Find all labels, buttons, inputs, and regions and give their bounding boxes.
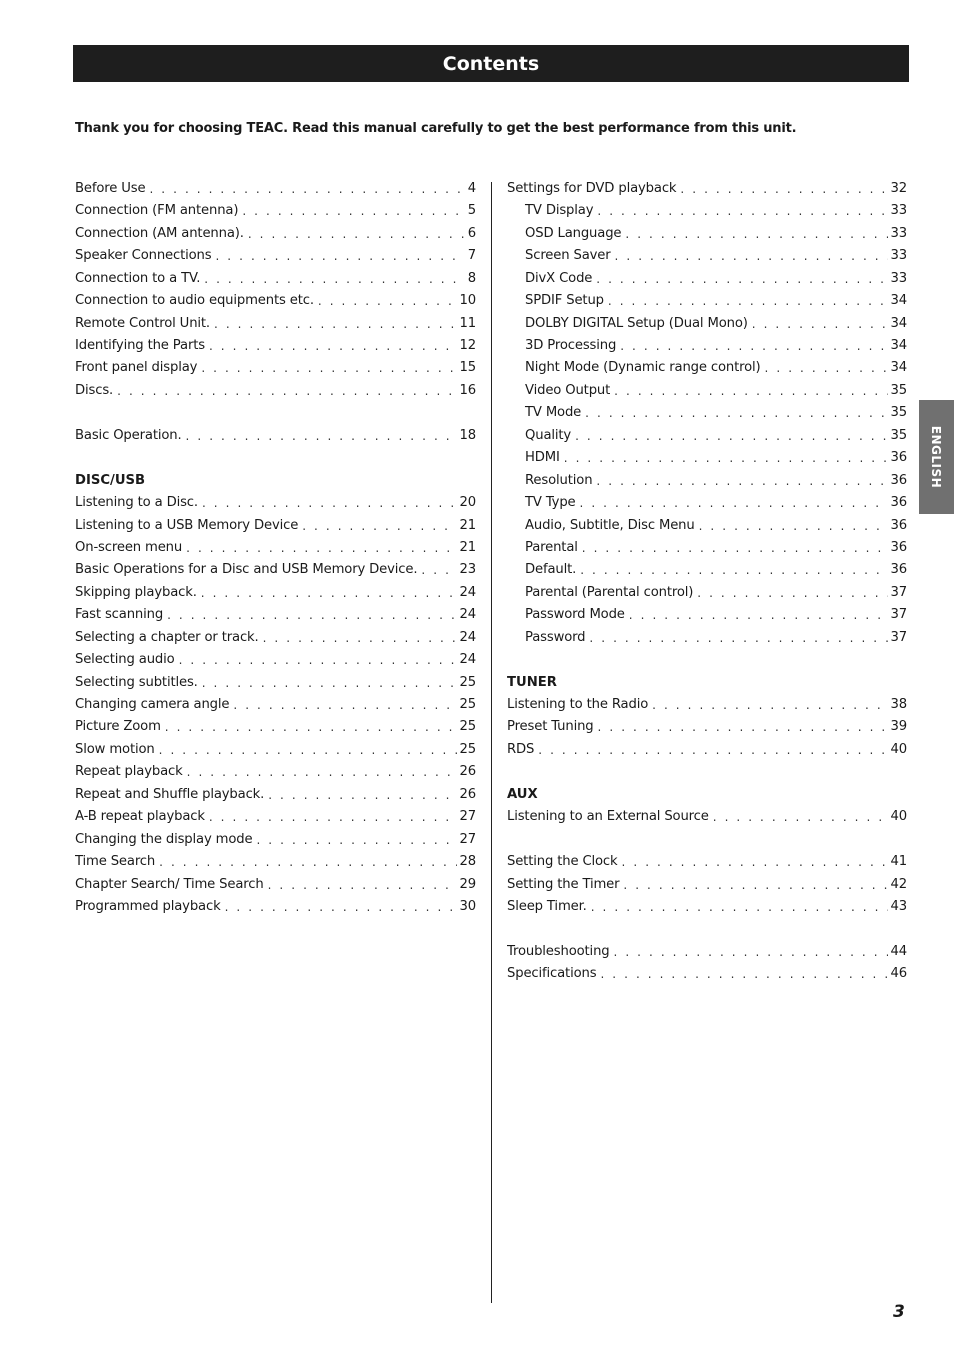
toc-entry-page: 10	[459, 293, 476, 309]
dot-leader	[117, 380, 456, 402]
toc-entry	[75, 380, 476, 402]
dot-leader	[699, 515, 888, 537]
toc-entry-page: 23	[459, 562, 476, 578]
dot-leader	[268, 874, 457, 896]
toc-entry-label: Repeat playback	[75, 764, 183, 780]
toc-entry	[507, 245, 907, 267]
dot-leader	[615, 245, 888, 267]
dot-leader	[596, 268, 887, 290]
toc-entry	[75, 896, 476, 918]
contents-title-bar	[73, 45, 909, 82]
toc-entry-label: Skipping playback.	[75, 584, 197, 600]
toc-entry	[75, 335, 476, 357]
dot-leader	[302, 515, 456, 537]
toc-entry-page: 27	[459, 831, 476, 847]
toc-entry-label: Selecting audio	[75, 652, 175, 668]
toc-entry-page: 7	[467, 248, 476, 264]
dot-leader	[614, 380, 887, 402]
dot-leader	[209, 335, 457, 357]
dot-leader	[215, 245, 464, 267]
toc-entry	[75, 559, 476, 581]
dot-leader	[620, 335, 887, 357]
dot-leader	[564, 447, 888, 469]
toc-entry	[75, 290, 476, 312]
toc-entry-label: Repeat and Shuffle playback.	[75, 786, 265, 802]
toc-entry	[507, 178, 907, 200]
toc-entry	[507, 559, 907, 581]
toc-entry	[507, 492, 907, 514]
dot-leader	[591, 896, 888, 918]
toc-entry-label: Time Search	[75, 854, 156, 870]
toc-entry-label: Parental (Parental control)	[525, 584, 694, 600]
dot-leader	[589, 627, 887, 649]
toc-entry	[507, 268, 907, 290]
toc-entry-page: 25	[459, 719, 476, 735]
toc-entry	[75, 515, 476, 537]
dot-leader	[233, 694, 456, 716]
toc-entry-page: 12	[459, 338, 476, 354]
toc-entry-label: Changing the display mode	[75, 831, 253, 847]
toc-entry-label: Identifying the Parts	[75, 338, 205, 354]
toc-entry-page: 40	[890, 809, 907, 825]
dot-leader	[149, 178, 464, 200]
dot-leader	[538, 739, 887, 761]
dot-leader	[201, 582, 457, 604]
toc-entry-page: 34	[890, 293, 907, 309]
toc-entry	[507, 739, 907, 761]
toc-entry-label: Night Mode (Dynamic range control)	[525, 360, 761, 376]
dot-leader	[186, 425, 457, 447]
toc-entry-page: 30	[459, 898, 476, 914]
spacer	[507, 918, 907, 940]
toc-entry-page: 35	[890, 427, 907, 443]
toc-entry-label: Password	[525, 629, 586, 645]
toc-entry-page: 36	[890, 450, 907, 466]
dot-leader	[580, 492, 888, 514]
toc-entry	[75, 200, 476, 222]
toc-entry	[75, 313, 476, 335]
toc-entry-page: 24	[459, 607, 476, 623]
toc-entry	[507, 896, 907, 918]
toc-entry-page: 33	[890, 225, 907, 241]
toc-entry-label: Connection (FM antenna)	[75, 203, 239, 219]
toc-entry-label: DOLBY DIGITAL Setup (Dual Mono)	[525, 315, 748, 331]
toc-entry	[507, 694, 907, 716]
toc-entry-page: 27	[459, 809, 476, 825]
dot-leader	[575, 425, 887, 447]
toc-entry-page: 21	[459, 539, 476, 555]
toc-entry-label: Password Mode	[525, 607, 625, 623]
toc-entry-page: 41	[890, 854, 907, 870]
toc-entry	[75, 672, 476, 694]
toc-entry-label: Before Use	[75, 180, 146, 196]
dot-leader	[214, 313, 457, 335]
toc-entry-label: Resolution	[525, 472, 593, 488]
toc-entry	[507, 515, 907, 537]
dot-leader	[713, 806, 888, 828]
dot-leader	[680, 178, 887, 200]
toc-entry	[75, 627, 476, 649]
toc-entry	[507, 874, 907, 896]
toc-entry-label: Settings for DVD playback	[507, 180, 677, 196]
spacer	[507, 649, 907, 671]
toc-entry	[507, 941, 907, 963]
toc-entry-page: 26	[459, 786, 476, 802]
toc-entry-label: Connection to audio equipments etc.	[75, 293, 314, 309]
toc-entry	[507, 851, 907, 873]
toc-entry-label: Fast scanning	[75, 607, 164, 623]
toc-entry-label: Default.	[525, 562, 577, 578]
toc-entry	[507, 223, 907, 245]
toc-entry-label: Parental	[525, 539, 578, 555]
toc-entry-page: 15	[459, 360, 476, 376]
language-tab	[919, 400, 954, 514]
toc-entry-page: 4	[467, 180, 476, 196]
dot-leader	[623, 874, 887, 896]
toc-entry	[507, 604, 907, 626]
toc-entry-label: HDMI	[525, 450, 560, 466]
toc-entry-page: 24	[459, 629, 476, 645]
toc-entry-label: TV Display	[525, 203, 594, 219]
dot-leader	[225, 896, 457, 918]
toc-entry-page: 24	[459, 652, 476, 668]
toc-entry	[75, 604, 476, 626]
toc-entry	[75, 649, 476, 671]
toc-entry	[507, 313, 907, 335]
toc-entry-label: Selecting subtitles.	[75, 674, 198, 690]
toc-entry	[75, 358, 476, 380]
spacer	[75, 447, 476, 469]
dot-leader	[596, 470, 887, 492]
toc-entry-page: 43	[890, 898, 907, 914]
dot-leader	[167, 604, 456, 626]
dot-leader	[202, 492, 457, 514]
toc-entry-page: 37	[890, 629, 907, 645]
toc-entry	[507, 717, 907, 739]
toc-entry-page: 5	[467, 203, 476, 219]
toc-entry-page: 33	[890, 270, 907, 286]
toc-entry	[75, 268, 476, 290]
toc-entry-label: Programmed playback	[75, 898, 221, 914]
dot-leader	[318, 290, 457, 312]
dot-leader	[614, 941, 888, 963]
toc-entry	[75, 717, 476, 739]
toc-entry-page: 36	[890, 495, 907, 511]
dot-leader	[209, 806, 457, 828]
toc-entry-page: 34	[890, 338, 907, 354]
toc-entry-label: Connection (AM antenna).	[75, 225, 244, 241]
toc-entry-page: 33	[890, 248, 907, 264]
dot-leader	[159, 739, 457, 761]
toc-entry-page: 32	[890, 180, 907, 196]
toc-entry-label: Screen Saver	[525, 248, 611, 264]
toc-entry-label: Listening to the Radio	[507, 697, 649, 713]
spacer	[507, 829, 907, 851]
toc-entry-page: 34	[890, 360, 907, 376]
toc-entry-label: Selecting a chapter or track.	[75, 629, 259, 645]
toc-entry-label: TV Type	[525, 495, 576, 511]
toc-entry	[507, 290, 907, 312]
toc-entry-page: 34	[890, 315, 907, 331]
dot-leader	[585, 402, 887, 424]
toc-entry-label: Troubleshooting	[507, 943, 610, 959]
toc-entry-label: Chapter Search/ Time Search	[75, 876, 264, 892]
section-heading: AUX	[507, 786, 538, 802]
toc-entry	[507, 582, 907, 604]
toc-entry-label: Quality	[525, 427, 572, 443]
dot-leader	[765, 358, 888, 380]
toc-entry-page: 38	[890, 697, 907, 713]
dot-leader	[625, 223, 887, 245]
toc-entry-label: Changing camera angle	[75, 697, 230, 713]
toc-entry-label: Sleep Timer.	[507, 898, 587, 914]
toc-entry	[507, 200, 907, 222]
toc-entry	[75, 223, 476, 245]
toc-entry-page: 25	[459, 674, 476, 690]
page-number: 3	[893, 1302, 905, 1322]
section-heading: TUNER	[507, 674, 557, 690]
dot-leader	[597, 200, 887, 222]
toc-entry-label: 3D Processing	[525, 338, 617, 354]
toc-entry-label: Setting the Timer	[507, 876, 620, 892]
toc-entry-page: 8	[467, 270, 476, 286]
toc-entry	[507, 358, 907, 380]
toc-entry-page: 35	[890, 382, 907, 398]
toc-entry	[75, 425, 476, 447]
toc-entry-page: 36	[890, 517, 907, 533]
toc-entry-label: On-screen menu	[75, 539, 183, 555]
toc-entry-page: 21	[459, 517, 476, 533]
toc-entry	[75, 874, 476, 896]
toc-entry	[507, 335, 907, 357]
toc-entry-page: 36	[890, 562, 907, 578]
toc-entry-label: Setting the Clock	[507, 854, 618, 870]
toc-entry	[75, 245, 476, 267]
dot-leader	[204, 268, 465, 290]
intro-text: Thank you for choosing TEAC. Read this manual carefully to get the best performance from this unit.	[75, 121, 797, 136]
toc-entry	[75, 178, 476, 200]
toc-entry-label: Speaker Connections	[75, 248, 212, 264]
dot-leader	[242, 200, 464, 222]
dot-leader	[629, 604, 888, 626]
toc-entry-page: 29	[459, 876, 476, 892]
toc-entry	[75, 739, 476, 761]
toc-entry-page: 42	[890, 876, 907, 892]
dot-leader	[600, 963, 887, 985]
toc-entry	[507, 537, 907, 559]
toc-entry-label: OSD Language	[525, 225, 622, 241]
toc-entry-label: Preset Tuning	[507, 719, 594, 735]
toc-entry	[507, 447, 907, 469]
toc-entry-label: TV Mode	[525, 405, 582, 421]
toc-entry	[75, 806, 476, 828]
dot-leader	[622, 851, 888, 873]
toc-entry-page: 33	[890, 203, 907, 219]
dot-leader	[256, 829, 456, 851]
toc-entry-page: 6	[467, 225, 476, 241]
toc-entry	[75, 829, 476, 851]
toc-entry	[507, 402, 907, 424]
column-divider	[491, 182, 492, 1303]
toc-entry-label: Listening to a Disc.	[75, 495, 198, 511]
toc-entry-page: 11	[459, 315, 476, 331]
dot-leader	[697, 582, 887, 604]
toc-entry-page: 16	[459, 382, 476, 398]
toc-entry-label: Video Output	[525, 382, 611, 398]
page-title: Contents	[442, 52, 540, 75]
dot-leader	[582, 537, 888, 559]
toc-entry-label: SPDIF Setup	[525, 293, 604, 309]
toc-entry-label: Basic Operations for a Disc and USB Memory Device.	[75, 562, 418, 578]
toc-entry-page: 36	[890, 472, 907, 488]
toc-entry	[507, 380, 907, 402]
toc-entry-page: 18	[459, 427, 476, 443]
toc-entry-label: Picture Zoom	[75, 719, 161, 735]
dot-leader	[248, 223, 465, 245]
dot-leader	[186, 537, 456, 559]
toc-entry	[507, 806, 907, 828]
toc-entry-page: 37	[890, 584, 907, 600]
dot-leader	[201, 358, 456, 380]
toc-entry-page: 37	[890, 607, 907, 623]
toc-entry-label: Discs.	[75, 382, 114, 398]
toc-entry-label: Front panel display	[75, 360, 198, 376]
dot-leader	[179, 649, 457, 671]
dot-leader	[598, 717, 888, 739]
toc-entry	[507, 470, 907, 492]
toc-entry	[75, 537, 476, 559]
toc-entry-label: Slow motion	[75, 741, 155, 757]
toc-entry-page: 35	[890, 405, 907, 421]
toc-entry-page: 24	[459, 584, 476, 600]
toc-right-column	[507, 178, 907, 986]
spacer	[507, 761, 907, 783]
dot-leader	[580, 559, 887, 581]
toc-entry-page: 40	[890, 741, 907, 757]
toc-entry-label: Listening to a USB Memory Device	[75, 517, 299, 533]
toc-left-column	[75, 178, 476, 918]
toc-entry	[507, 425, 907, 447]
toc-entry-label: Connection to a TV.	[75, 270, 201, 286]
spacer	[75, 402, 476, 424]
toc-entry-label: Audio, Subtitle, Disc Menu	[525, 517, 695, 533]
section-heading: DISC/USB	[75, 472, 146, 488]
dot-leader	[268, 784, 456, 806]
toc-entry-page: 46	[890, 966, 907, 982]
toc-entry	[75, 582, 476, 604]
toc-entry	[507, 963, 907, 985]
dot-leader	[652, 694, 887, 716]
dot-leader	[608, 290, 888, 312]
toc-entry-page: 20	[459, 495, 476, 511]
toc-entry-label: DivX Code	[525, 270, 593, 286]
toc-entry	[507, 627, 907, 649]
dot-leader	[165, 717, 457, 739]
dot-leader	[202, 672, 457, 694]
toc-entry-label: Basic Operation.	[75, 427, 182, 443]
toc-entry-label: Listening to an External Source	[507, 809, 709, 825]
toc-entry	[75, 851, 476, 873]
dot-leader	[187, 761, 457, 783]
toc-entry	[75, 784, 476, 806]
toc-entry	[75, 492, 476, 514]
toc-entry-page: 26	[459, 764, 476, 780]
dot-leader	[159, 851, 456, 873]
toc-entry	[75, 761, 476, 783]
dot-leader	[421, 559, 456, 581]
toc-entry-page: 25	[459, 741, 476, 757]
toc-entry-page: 36	[890, 539, 907, 555]
dot-leader	[263, 627, 457, 649]
toc-entry-label: Remote Control Unit.	[75, 315, 210, 331]
toc-entry-page: 39	[890, 719, 907, 735]
toc-entry-label: A-B repeat playback	[75, 809, 205, 825]
toc-entry-label: Specifications	[507, 966, 597, 982]
toc-entry-page: 25	[459, 697, 476, 713]
language-tab-label: ENGLISH	[929, 425, 944, 489]
toc-entry	[75, 694, 476, 716]
dot-leader	[752, 313, 888, 335]
toc-entry-page: 44	[890, 943, 907, 959]
toc-entry-label: RDS	[507, 741, 535, 757]
toc-entry-page: 28	[459, 854, 476, 870]
